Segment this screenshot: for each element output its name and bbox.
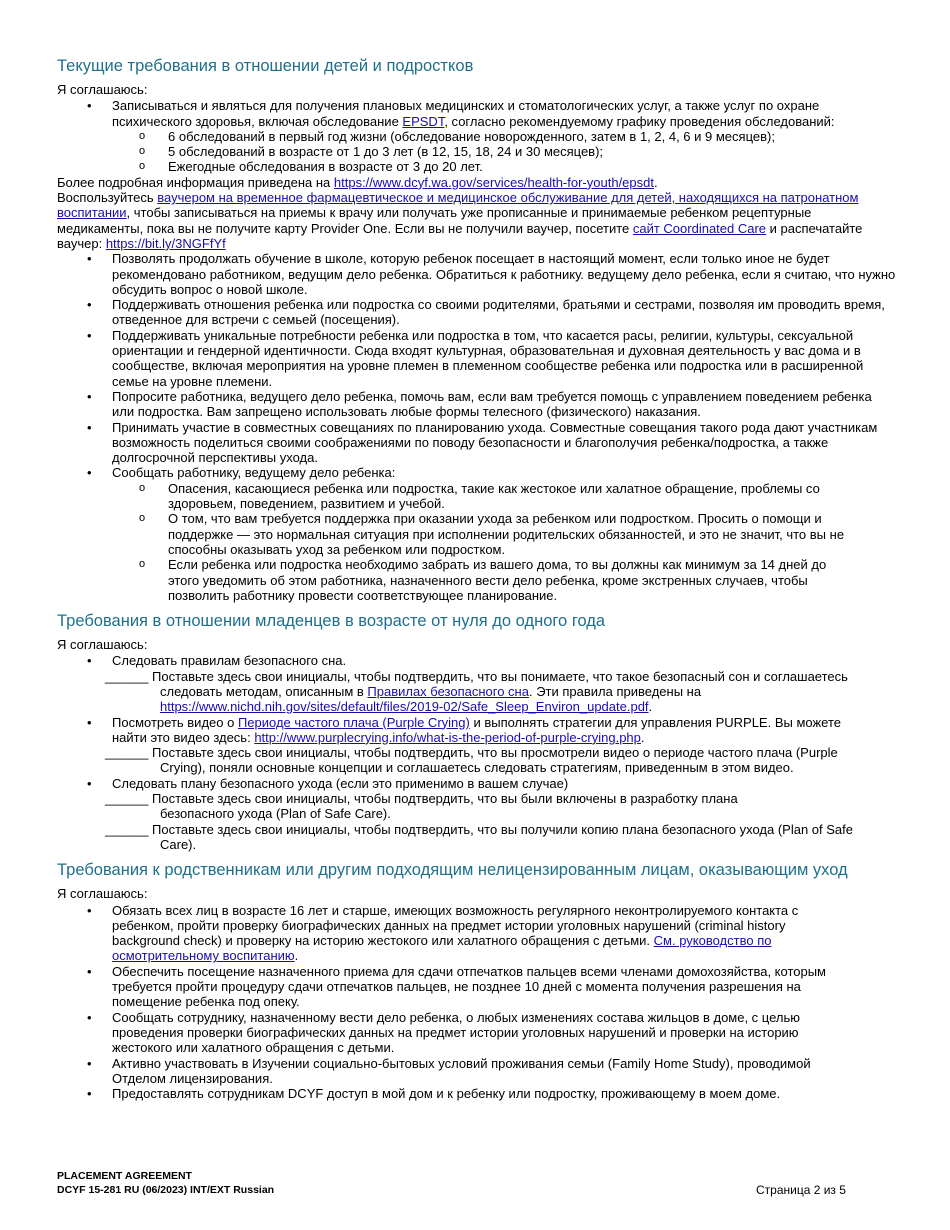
safe-sleep-link[interactable]: Правилах безопасного сна	[367, 683, 529, 699]
bullet-list	[57, 715, 897, 746]
form-footer	[57, 1169, 274, 1197]
safe-sleep-url-link[interactable]: https://www.nichd.nih.gov/sites/default/files/2019-02/Safe_Sleep_Environ_update.pdf	[160, 699, 649, 715]
coordinated-care-link[interactable]: сайт Coordinated Care	[632, 220, 767, 236]
list-item: • Сообщать сотруднику, назначенному вести дело ребенка, о любых изменениях состава жильцов в доме, с целью проведения проверки биографических данных на предмет истории уголовных нарушений и проверки на историю жестокого или халатного обращения с детьми.	[57, 1010, 837, 1056]
list-item: • Следовать правилам безопасного сна.	[57, 653, 897, 668]
list-item: • Попросите работника, ведущего дело ребенка, помочь вам, если вам требуется помощь с управлением поведением ребенка или подростка. Вам запрещено использовать любые формы телесного (физического) наказания.	[57, 389, 897, 420]
form-title: PLACEMENT AGREEMENT	[57, 1170, 192, 1182]
list-item: • Сообщать работнику, ведущему дело ребенка: o Опасения, касающиеся ребенка или подростка, такие как жестокое или халатное обращение, проблемы со здоровьем, поведением, развитием и учебой. o О том, что вам требуется поддержка при оказании ухода за ребенком или подростком. Просить о помощи и поддержке — это нормальная ситуация при исполнении родительских обязанностей, и это не значит, что вы не способны оказывать уход за ребенком или подростком. o Если ребенка или подростка необходимо забрать из вашего дома, то вы должны как минимум за 14 дней до этого уведомить об этом работника, назначенного вести дело ребенка, кроме экстренных случаев, чтобы позволить работнику провести соответствующее планирование.	[57, 465, 897, 603]
epsdt-link[interactable]: EPSDT	[402, 113, 445, 129]
list-item: • Обязать всех лиц в возрасте 16 лет и старше, имеющих возможность регулярного неконтролируемого контакта с ребенком, пройти проверку биографических данных на предмет истории уголовных нарушений (criminal history background check) и проверку на историю жестокого или халатного обращения с детьми. См. руководство по осмотрительному воспитанию.	[57, 903, 837, 964]
list-item: • Посмотреть видео о Периоде частого плача (Purple Crying) и выполнять стратегии для управления PURPLE. Вы можете найти это видео здесь: http://www.purplecrying.info/what-is-the-period-of-purple-crying.php.	[57, 715, 897, 746]
sub-list	[112, 481, 897, 603]
purple-crying-url-link[interactable]: http://www.purplecrying.info/what-is-the-period-of-purple-crying.php	[254, 729, 641, 745]
list-item: • Позволять продолжать обучение в школе, которую ребенок посещает в настоящий момент, если только иное не будет рекомендовано работником, ведущим дело ребенка. Обратиться к работнику. ведущему дело ребенка, если я считаю, что нужно обсудить вопрос о новой школе.	[57, 251, 897, 297]
section-heading-relatives: Требования к родственникам или другим подходящим нелицензированным лицам, оказывающим уход	[57, 861, 848, 880]
document-page	[57, 56, 897, 1101]
bullet-list	[57, 251, 897, 603]
epsdt-url-link[interactable]: https://www.dcyf.wa.gov/services/health-for-youth/epsdt	[333, 174, 654, 190]
list-item: o Если ребенка или подростка необходимо забрать из вашего дома, то вы должны как минимум за 14 дней до этого уведомить об этом работника, назначенного вести дело ребенка, кроме экстренных случаев, чтобы позволить работнику провести соответствующее планирование.	[112, 557, 852, 603]
page-number: Страница 2 из 5	[756, 1183, 846, 1197]
agree-label: Я соглашаюсь:	[57, 637, 148, 653]
initials-line: ______ Поставьте здесь свои инициалы, чтобы подтвердить, что вы просмотрели видео о периоде частого плача (Purple Crying), поняли основные концепции и соглашаетесь следовать стратегиям, приведенным в этом видео.	[105, 745, 838, 776]
initials-line: ______ Поставьте здесь свои инициалы, чтобы подтвердить, что вы были включены в разработку плана безопасного ухода (Plan of Safe Care).	[105, 791, 738, 822]
section-heading-children: Текущие требования в отношении детей и подростков	[57, 57, 474, 75]
voucher-link[interactable]: ваучером на временное фармацевтическое и медицинское обслуживание для детей, находящихся на патронатном воспитании	[57, 190, 859, 221]
list-item: o 5 обследований в возрасте от 1 до 3 лет (в 12, 15, 18, 24 и 30 месяцев);	[112, 144, 837, 159]
list-item: • Принимать участие в совместных совещаниях по планированию ухода. Совместные совещания такого рода дают участникам возможность поделиться своими соображениями по поводу безопасности и благополучия ребенка/подростка, а также долгосрочной перспективы ухода.	[57, 420, 897, 466]
voucher-paragraph: Воспользуйтесь ваучером на временное фармацевтическое и медицинское обслуживание для детей, находящихся на патронатном воспитании, чтобы записываться на приемы к врачу или получать уже прописанные и принимаемые ребенком рецептурные медикаменты, пока вы не получите карту Provider One. Если вы не получили ваучер, посетите сайт Coordinated Care и распечатайте ваучер: https://bit.ly/3NGFfYf	[57, 190, 863, 251]
list-item: • Следовать плану безопасного ухода (если это применимо в вашем случае)	[57, 776, 897, 791]
list-item: • Обеспечить посещение назначенного приема для сдачи отпечатков пальцев всеми членами домохозяйства, которым требуется пройти процедуру сдачи отпечатков пальцев, не позднее 10 дней с момента получения разрешения на помещение ребенка под опеку.	[57, 964, 837, 1010]
bullet-list	[57, 776, 897, 791]
list-item: o Опасения, касающиеся ребенка или подростка, такие как жестокое или халатное обращение, проблемы со здоровьем, поведением, развитием и учебой.	[112, 481, 852, 512]
sub-list	[112, 129, 837, 175]
foster-guide-link[interactable]: См. руководство по осмотрительному воспитанию	[112, 933, 772, 964]
form-number: DCYF 15-281 RU (06/2023) INT/EXT Russian	[57, 1184, 275, 1196]
initials-line: ______ Поставьте здесь свои инициалы, чтобы подтвердить, что вы понимаете, что такое безопасный сон и соглашаетесь следовать методам, описанным в Правилах безопасного сна. Эти правила приведены на https://www.nichd.nih.gov/sites/default/files/2019-02/Safe_Sleep_Environ_update.pdf.	[105, 668, 848, 715]
agree-label: Я соглашаюсь:	[57, 82, 148, 97]
purple-crying-link[interactable]: Периоде частого плача (Purple Crying)	[237, 714, 470, 730]
list-item: o О том, что вам требуется поддержка при оказании ухода за ребенком или подростком. Просить о помощи и поддержке — это нормальная ситуация при исполнении родительских обязанностей, и это не значит, что вы не способны оказывать уход за ребенком или подростком.	[112, 511, 852, 557]
bullet-list	[57, 903, 897, 1102]
voucher-url-link[interactable]: https://bit.ly/3NGFfYf	[105, 235, 226, 251]
initials-line: ______ Поставьте здесь свои инициалы, чтобы подтвердить, что вы получили копию плана безопасного ухода (Plan of Safe Care).	[105, 821, 854, 852]
list-item: • Поддерживать отношения ребенка или подростка со своими родителями, братьями и сестрами, позволяя им проводить время, отведенное для встречи с семьей (посещения).	[57, 297, 897, 328]
list-item: • Активно участвовать в Изучении социально-бытовых условий проживания семьи (Family Home Study), проводимой Отделом лицензирования.	[57, 1056, 837, 1087]
list-item: o 6 обследований в первый год жизни (обследование новорожденного, затем в 1, 2, 4, 6 и 9 месяцев);	[112, 129, 837, 144]
section-heading-infants: Требования в отношении младенцев в возрасте от нуля до одного года	[57, 612, 606, 631]
list-item: • Предоставлять сотрудникам DCYF доступ в мой дом и к ребенку или подростку, проживающему в моем доме.	[57, 1086, 897, 1101]
more-info: Более подробная информация приведена на https://www.dcyf.wa.gov/services/health-for-youth/epsdt.	[57, 174, 658, 190]
list-item: • Записываться и являться для получения плановых медицинских и стоматологических услуг, а также услуг по охране психического здоровья, включая обследование EPSDT, согласно рекомендуемому графику проведения обследований: o 6 обследований в первый год жизни (обследование новорожденного, затем в 1, 2, 4, 6 и 9 месяцев); o 5 обследований в возрасте от 1 до 3 лет (в 12, 15, 18, 24 и 30 месяцев); o Ежегодные обследования в возрасте от 3 до 20 лет.	[57, 98, 897, 174]
bullet-list	[57, 653, 897, 668]
list-item: • Поддерживать уникальные потребности ребенка или подростка в том, что касается расы, религии, культуры, сексуальной ориентации и гендерной идентичности. Сюда входят культурная, образовательная и духовная деятельность у вас дома и в сообществе, включая мероприятия на уровне племен в племенном сообществе ребенка или подростка или в расширенной семье на уровне племени.	[57, 328, 897, 389]
bullet-list	[57, 98, 897, 174]
list-item: o Ежегодные обследования в возрасте от 3 до 20 лет.	[112, 159, 837, 174]
agree-label: Я соглашаюсь:	[57, 886, 148, 902]
